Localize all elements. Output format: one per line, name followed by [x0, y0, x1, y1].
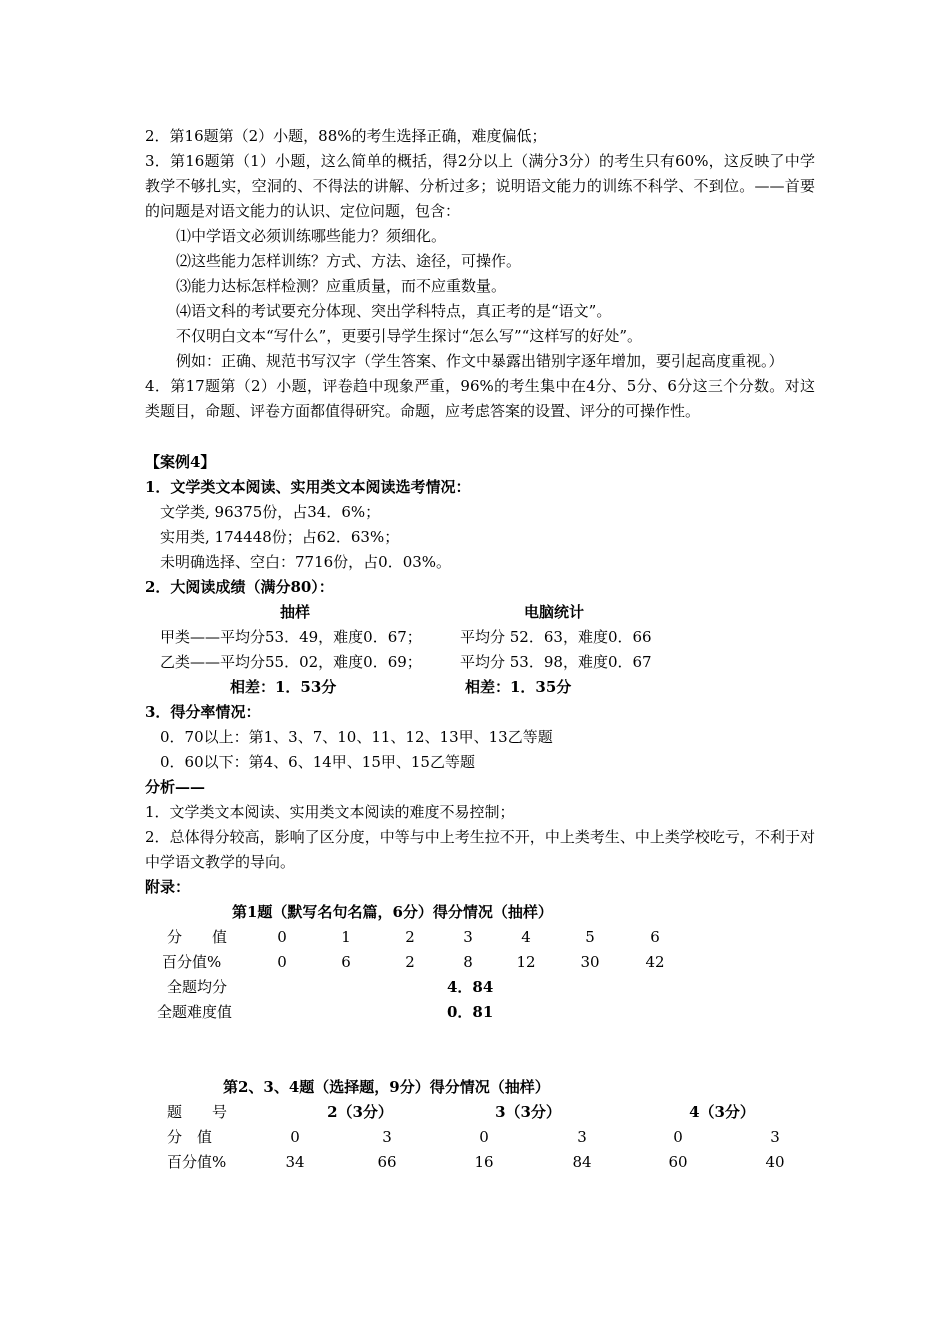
section-1-title: 1．文学类文本阅读、实用类文本阅读选考情况：: [145, 478, 471, 496]
table2-score-cell: 0: [290, 1128, 300, 1146]
table2-question-label: 题 号: [167, 1103, 228, 1121]
table1-score-label: 分 值: [167, 928, 228, 946]
class-a-sample: 甲类——平均分53．49，难度0．67；: [160, 628, 422, 646]
table1-score-cell: 2: [405, 928, 415, 946]
sec1-line-1: 文学类, 96375份，占34．6%；: [160, 503, 381, 521]
item-4: 4．第17题第（2）小题，评卷趋中现象严重，96%的考生集中在4分、5分、6分这三个分数。对这类题目，命题、评卷方面都值得研究。命题，应考虑答案的设置、评分的可操作性。: [145, 377, 815, 420]
table1-avg-label: 全题均分: [167, 978, 228, 996]
table2-percent-cell: 66: [377, 1153, 397, 1171]
class-b-sample: 乙类——平均分55．02，难度0．69；: [160, 653, 422, 671]
table2-score-row: [145, 1125, 815, 1150]
sec2-header-row: [145, 600, 815, 625]
sec1-line-2: 实用类, 174448份；占62．63%；: [160, 528, 400, 546]
table2-title: 第2、3、4题（选择题，9分）得分情况（抽样）: [223, 1078, 550, 1096]
table1-percent-cell: 6: [341, 953, 351, 971]
table2-percent-row: [145, 1150, 815, 1175]
table1-percent-row: [145, 950, 815, 975]
table1-avg-value: 4．84: [447, 978, 494, 996]
sec2-row-b: [145, 650, 815, 675]
class-a-computer: 平均分 52．63，难度0．66: [460, 628, 652, 646]
sample-header: 抽样: [279, 603, 311, 621]
table1-score-cell: 6: [650, 928, 660, 946]
computer-header: 电脑统计: [523, 603, 585, 621]
table1-percent-cell: 30: [580, 953, 600, 971]
table2-score-cell: 0: [673, 1128, 683, 1146]
sec1-line-3: 未明确选择、空白：7716份，占0．03%。: [160, 553, 452, 571]
ability-1: ⑴中学语文必须训练哪些能力？须细化。: [176, 227, 447, 245]
analysis-line-1: 1．文学类文本阅读、实用类文本阅读的难度不易控制；: [145, 803, 515, 821]
table2-score-cell: 3: [382, 1128, 392, 1146]
ability-4: ⑷语文科的考试要充分体现、突出学科特点，真正考的是“语文”。: [176, 302, 612, 320]
table2-question-header: 3（3分）: [495, 1103, 561, 1121]
table1-title: 第1题（默写名句名篇，6分）得分情况（抽样）: [232, 903, 553, 921]
table1-percent-label: 百分值%: [162, 953, 222, 971]
item-2: 2．第16题第（2）小题，88%的考生选择正确，难度偏低；: [145, 127, 547, 145]
appendix-title: 附录：: [145, 878, 191, 896]
item-3: 3．第16题第（1）小题，这么简单的概括，得2分以上（满分3分）的考生只有60%，这反映了中学教学不够扎实，空洞的、不得法的讲解、分析过多；说明语文能力的训练不科学、不到位。——首要的问题是对语文能力的认识、定位问题，包含：: [145, 152, 815, 220]
table1-percent-cell: 42: [645, 953, 665, 971]
sec3-line-2: 0．60以下：第4、6、14甲、15甲、15乙等题: [160, 753, 475, 771]
table1-percent-cell: 2: [405, 953, 415, 971]
table2-score-cell: 3: [770, 1128, 780, 1146]
table1-diff-label: 全题难度值: [157, 1003, 233, 1021]
table1-score-cell: 4: [521, 928, 531, 946]
table1-score-cell: 1: [341, 928, 351, 946]
analysis-line-2: 2．总体得分较高，影响了区分度，中等与中上考生拉不开，中上类考生、中上类学校吃亏，不利于对中学语文教学的导向。: [145, 828, 815, 871]
table2-score-cell: 3: [577, 1128, 587, 1146]
computer-difference: 相差：1．35分: [465, 678, 572, 696]
section-3-title: 3．得分率情况：: [145, 703, 261, 721]
document-page: [145, 124, 815, 1175]
sec3-line-1: 0．70以上：第1、3、7、10、11、12、13甲、13乙等题: [160, 728, 553, 746]
note-line: 不仅明白文本“写什么”，更要引导学生探讨“怎么写”“这样写的好处”。: [176, 327, 643, 345]
table1-score-cell: 3: [463, 928, 473, 946]
table1-percent-cell: 0: [277, 953, 287, 971]
sec2-diff-row: [145, 675, 815, 700]
case-title: 【案例4】: [145, 453, 216, 471]
sec2-row-a: [145, 625, 815, 650]
table2-percent-cell: 40: [765, 1153, 785, 1171]
table1-score-cell: 5: [585, 928, 595, 946]
class-b-computer: 平均分 53．98，难度0．67: [460, 653, 652, 671]
table2-percent-label: 百分值%: [167, 1153, 227, 1171]
table2-score-label: 分 值: [167, 1128, 213, 1146]
table2-percent-cell: 34: [285, 1153, 305, 1171]
table2-question-row: [145, 1100, 815, 1125]
table2-percent-cell: 60: [668, 1153, 688, 1171]
table1-diff-row: [145, 1000, 815, 1025]
ability-2: ⑵这些能力怎样训练？方式、方法、途径，可操作。: [176, 252, 522, 270]
table1-diff-value: 0．81: [447, 1003, 494, 1021]
ability-3: ⑶能力达标怎样检测？应重质量，而不应重数量。: [176, 277, 507, 295]
table1-score-cell: 0: [277, 928, 287, 946]
table2-percent-cell: 16: [474, 1153, 494, 1171]
table2-percent-cell: 84: [572, 1153, 592, 1171]
table2-question-header: 2（3分）: [327, 1103, 393, 1121]
table1-title-row: [145, 900, 815, 925]
table1-avg-row: [145, 975, 815, 1000]
table1-score-row: [145, 925, 815, 950]
table1-percent-cell: 8: [463, 953, 473, 971]
analysis-title: 分析——: [145, 778, 206, 796]
table2-title-row: [145, 1075, 815, 1100]
example-line: 例如：正确、规范书写汉字（学生答案、作文中暴露出错别字逐年增加，要引起高度重视。）: [176, 352, 784, 370]
table2-question-header: 4（3分）: [689, 1103, 755, 1121]
table2-score-cell: 0: [479, 1128, 489, 1146]
sample-difference: 相差：1．53分: [230, 678, 337, 696]
section-2-title: 2．大阅读成绩（满分80）：: [145, 578, 334, 596]
table1-percent-cell: 12: [516, 953, 536, 971]
